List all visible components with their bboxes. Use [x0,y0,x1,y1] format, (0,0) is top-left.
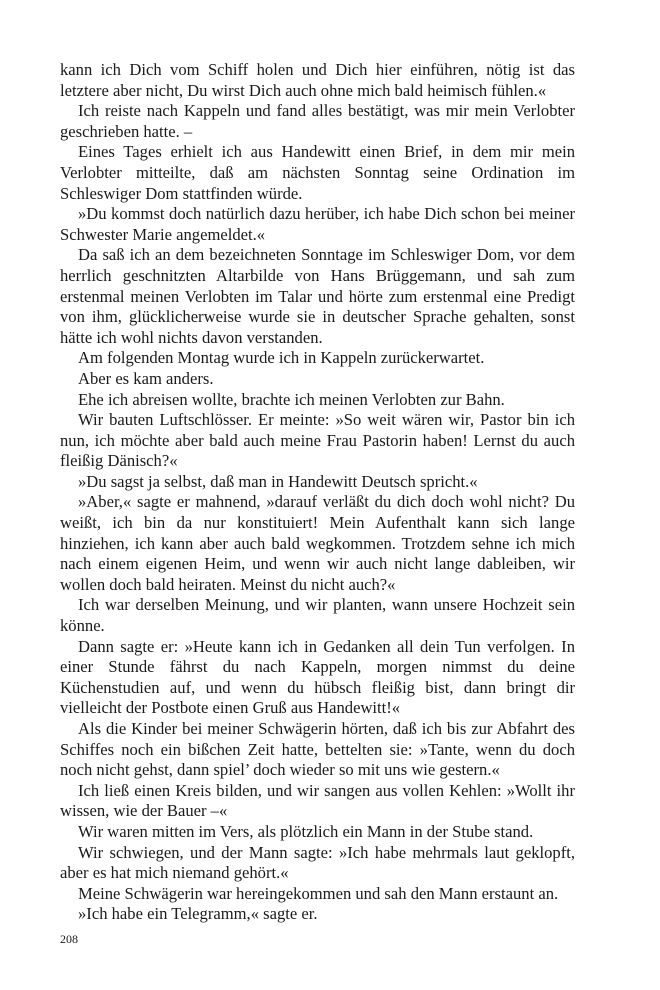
paragraph: Eines Tages erhielt ich aus Handewitt einen Brief, in dem mir mein Verlobter mitteilte, daß am nächsten Sonntag seine Ordination im Schleswiger Dom stattfinden würde. [60,142,575,203]
paragraph: »Aber,« sagte er mahnend, »darauf verläßt du dich doch wohl nicht? Du weißt, ich bin da nur konstituiert! Mein Aufenthalt kann sich lange hinziehen, ich kann aber auch bald wegkommen. Trotzdem sehne ich mich nach einem eigenen Heim, und wenn wir auch nicht lange dableiben, wir wollen doch bald heiraten. Meinst du nicht auch?« [60,492,575,594]
paragraph: Dann sagte er: »Heute kann ich in Gedanken all dein Tun verfolgen. In einer Stunde fährst du nach Kappeln, morgen nimmst du deine Küchenstudien auf, und wenn du hübsch fleißig bist, dann bringt dir vielleicht der Postbote einen Gruß aus Handewitt!« [60,636,575,718]
paragraph: »Du kommst doch natürlich dazu herüber, ich habe Dich schon bei meiner Schwester Marie angemeldet.« [60,204,575,244]
paragraph: Meine Schwägerin war hereingekommen und sah den Mann erstaunt an. [78,883,559,903]
paragraph: Ich reiste nach Kappeln und fand alles bestätigt, was mir mein Verlobter geschrieben hatte. – [60,101,575,141]
book-page-body [60,60,575,925]
paragraph: Am folgenden Montag wurde ich in Kappeln zurückerwartet. [78,348,485,368]
paragraph: »Ich habe ein Telegramm,« sagte er. [78,904,318,924]
paragraph: »Du sagst ja selbst, daß man in Handewitt Deutsch spricht.« [78,471,478,491]
paragraph: Aber es kam anders. [78,368,214,388]
paragraph: Ich war derselben Meinung, und wir planten, wann unsere Hochzeit sein könne. [60,595,575,636]
page-number: 208 [60,932,78,946]
paragraph: Als die Kinder bei meiner Schwägerin hörten, daß ich bis zur Abfahrt des Schiffes noch ein bißchen Zeit hatte, bettelten sie: »Tante, wenn du doch noch nicht gehst, dann spiel’ doch wieder so mit uns wie gestern.« [60,719,575,780]
paragraph: Da saß ich an dem bezeichneten Sonntage im Schleswiger Dom, vor dem herrlich geschnitzten Altarbilde von Hans Brüggemann, und sah zum erstenmal meinen Verlobten im Talar und hörte zum erstenmal eine Predigt von ihm, glücklicherweise wurde sie in deutscher Sprache gehalten, sonst hätte ich wohl nichts davon verstanden. [60,245,575,347]
paragraph: Wir waren mitten im Vers, als plötzlich ein Mann in der Stube stand. [78,821,534,841]
paragraph: Ich ließ einen Kreis bilden, und wir sangen aus vollen Kehlen: »Wollt ihr wissen, wie der Bauer –« [60,780,575,821]
paragraph: kann ich Dich vom Schiff holen und Dich hier einführen, nötig ist das letztere aber nicht, Du wirst Dich auch ohne mich bald heimisch fühlen.« [60,60,575,100]
paragraph: Wir bauten Luftschlösser. Er meinte: »So weit wären wir, Pastor bin ich nun, ich möchte aber bald auch meine Frau Pastorin haben! Lernst du auch fleißig Dänisch?« [60,410,575,471]
paragraph: Wir schwiegen, und der Mann sagte: »Ich habe mehrmals laut geklopft, aber es hat mich niemand gehört.« [60,842,575,883]
paragraph: Ehe ich abreisen wollte, brachte ich meinen Verlobten zur Bahn. [78,389,505,409]
